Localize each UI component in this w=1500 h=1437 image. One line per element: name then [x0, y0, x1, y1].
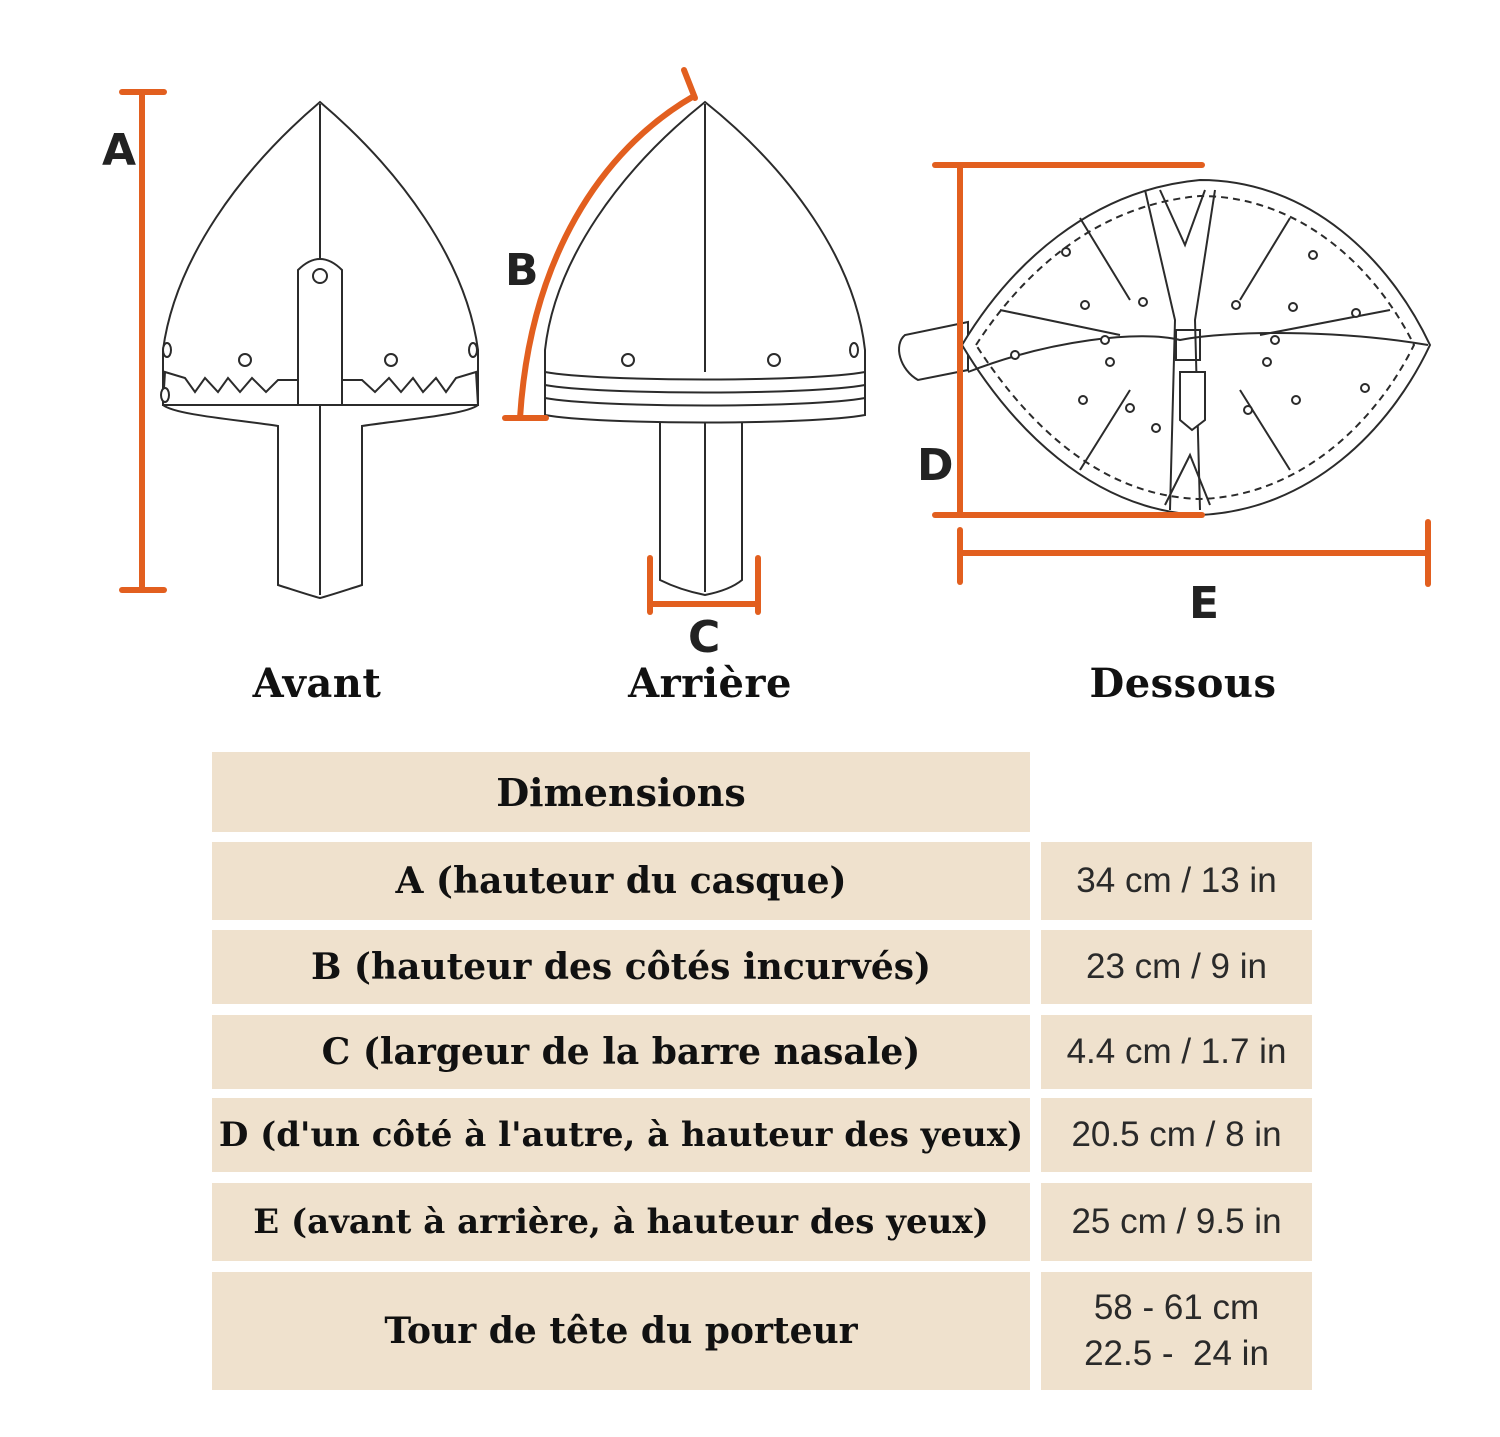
- dimension-b-letter: B: [505, 245, 539, 296]
- front-view-helmet: [161, 102, 478, 598]
- dimension-c-letter: C: [688, 612, 721, 663]
- dimension-d-letter: D: [917, 440, 954, 491]
- view-label-front: Avant: [252, 660, 382, 707]
- view-label-under: Dessous: [1089, 660, 1277, 707]
- row-label-e: E (avant à arrière, à hauteur des yeux): [212, 1183, 1030, 1261]
- dimension-a-letter: A: [102, 125, 137, 176]
- head-circumference-in: 22.5 - 24 in: [1084, 1334, 1269, 1373]
- underside-view-helmet: [899, 180, 1430, 515]
- row-label-c: C (largeur de la barre nasale): [212, 1015, 1030, 1089]
- row-value-e: 25 cm / 9.5 in: [1041, 1183, 1312, 1261]
- row-label-a: A (hauteur du casque): [212, 842, 1030, 920]
- row-value-a: 34 cm / 13 in: [1041, 842, 1312, 920]
- dimension-e-marker: [960, 522, 1428, 584]
- head-circumference-cm: 58 - 61 cm: [1093, 1288, 1260, 1327]
- dimension-e-letter: E: [1189, 578, 1220, 629]
- row-label-b: B (hauteur des côtés incurvés): [212, 930, 1030, 1004]
- row-value-c: 4.4 cm / 1.7 in: [1041, 1015, 1312, 1089]
- row-value-d: 20.5 cm / 8 in: [1041, 1098, 1312, 1172]
- table-header: Dimensions: [212, 752, 1030, 832]
- view-label-back: Arrière: [628, 660, 792, 707]
- row-label-d: D (d'un côté à l'autre, à hauteur des yeux): [212, 1098, 1030, 1172]
- row-value-b: 23 cm / 9 in: [1041, 930, 1312, 1004]
- row-label-head-circumference: Tour de tête du porteur: [212, 1272, 1030, 1390]
- back-view-helmet: [545, 102, 865, 595]
- row-value-head-circumference: [1041, 1272, 1312, 1390]
